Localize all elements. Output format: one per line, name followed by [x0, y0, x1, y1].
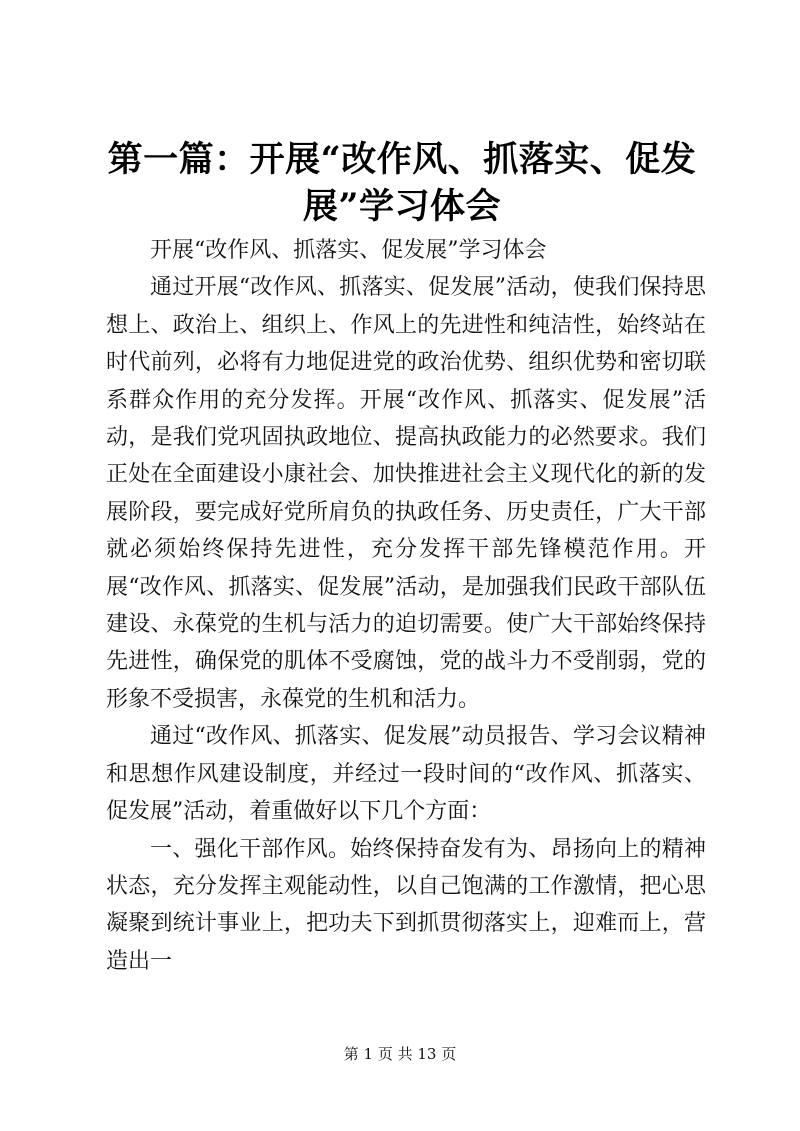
- body-paragraph: 通过“改作风、抓落实、促发展”动员报告、学习会议精神和思想作风建设制度，并经过一段时间的“改作风、抓落实、促发展”活动，着重做好以下几个方面：: [106, 724, 706, 825]
- page-number-footer: 第 1 页 共 13 页: [343, 1045, 457, 1063]
- subtitle-paragraph: 开展“改作风、抓落实、促发展”学习体会: [150, 238, 547, 263]
- document-body: [106, 232, 706, 980]
- body-paragraph: 一、强化干部作风。始终保持奋发有为、昂扬向上的精神状态，充分发挥主观能动性，以自己饱满的工作激情，把心思凝聚到统计事业上，把功夫下到抓贯彻落实上，迎难而上，营造出一: [106, 836, 706, 974]
- document-title: 第一篇：开展“改作风、抓落实、促发展”学习体会: [107, 139, 697, 227]
- body-paragraph: 通过开展“改作风、抓落实、促发展”活动，使我们保持思想上、政治上、组织上、作风上的先进性和纯洁性，始终站在时代前列，必将有力地促进党的政治优势、组织优势和密切联系群众作用的充分发挥。开展“改作风、抓落实、促发展”活动，是我们党巩固执政地位、提高执政能力的必然要求。我们正处在全面建设小康社会、加快推进社会主义现代化的新的发展阶段，要完成好党所肩负的执政任务、历史责任，广大干部就必须始终保持先进性，充分发挥干部先锋模范作用。开展“改作风、抓落实、促发展”活动，是加强我们民政干部队伍建设、永葆党的生机与活力的迫切需要。使广大干部始终保持先进性，确保党的肌体不受腐蚀，党的战斗力不受削弱，党的形象不受损害，永葆党的生机和活力。: [106, 275, 706, 712]
